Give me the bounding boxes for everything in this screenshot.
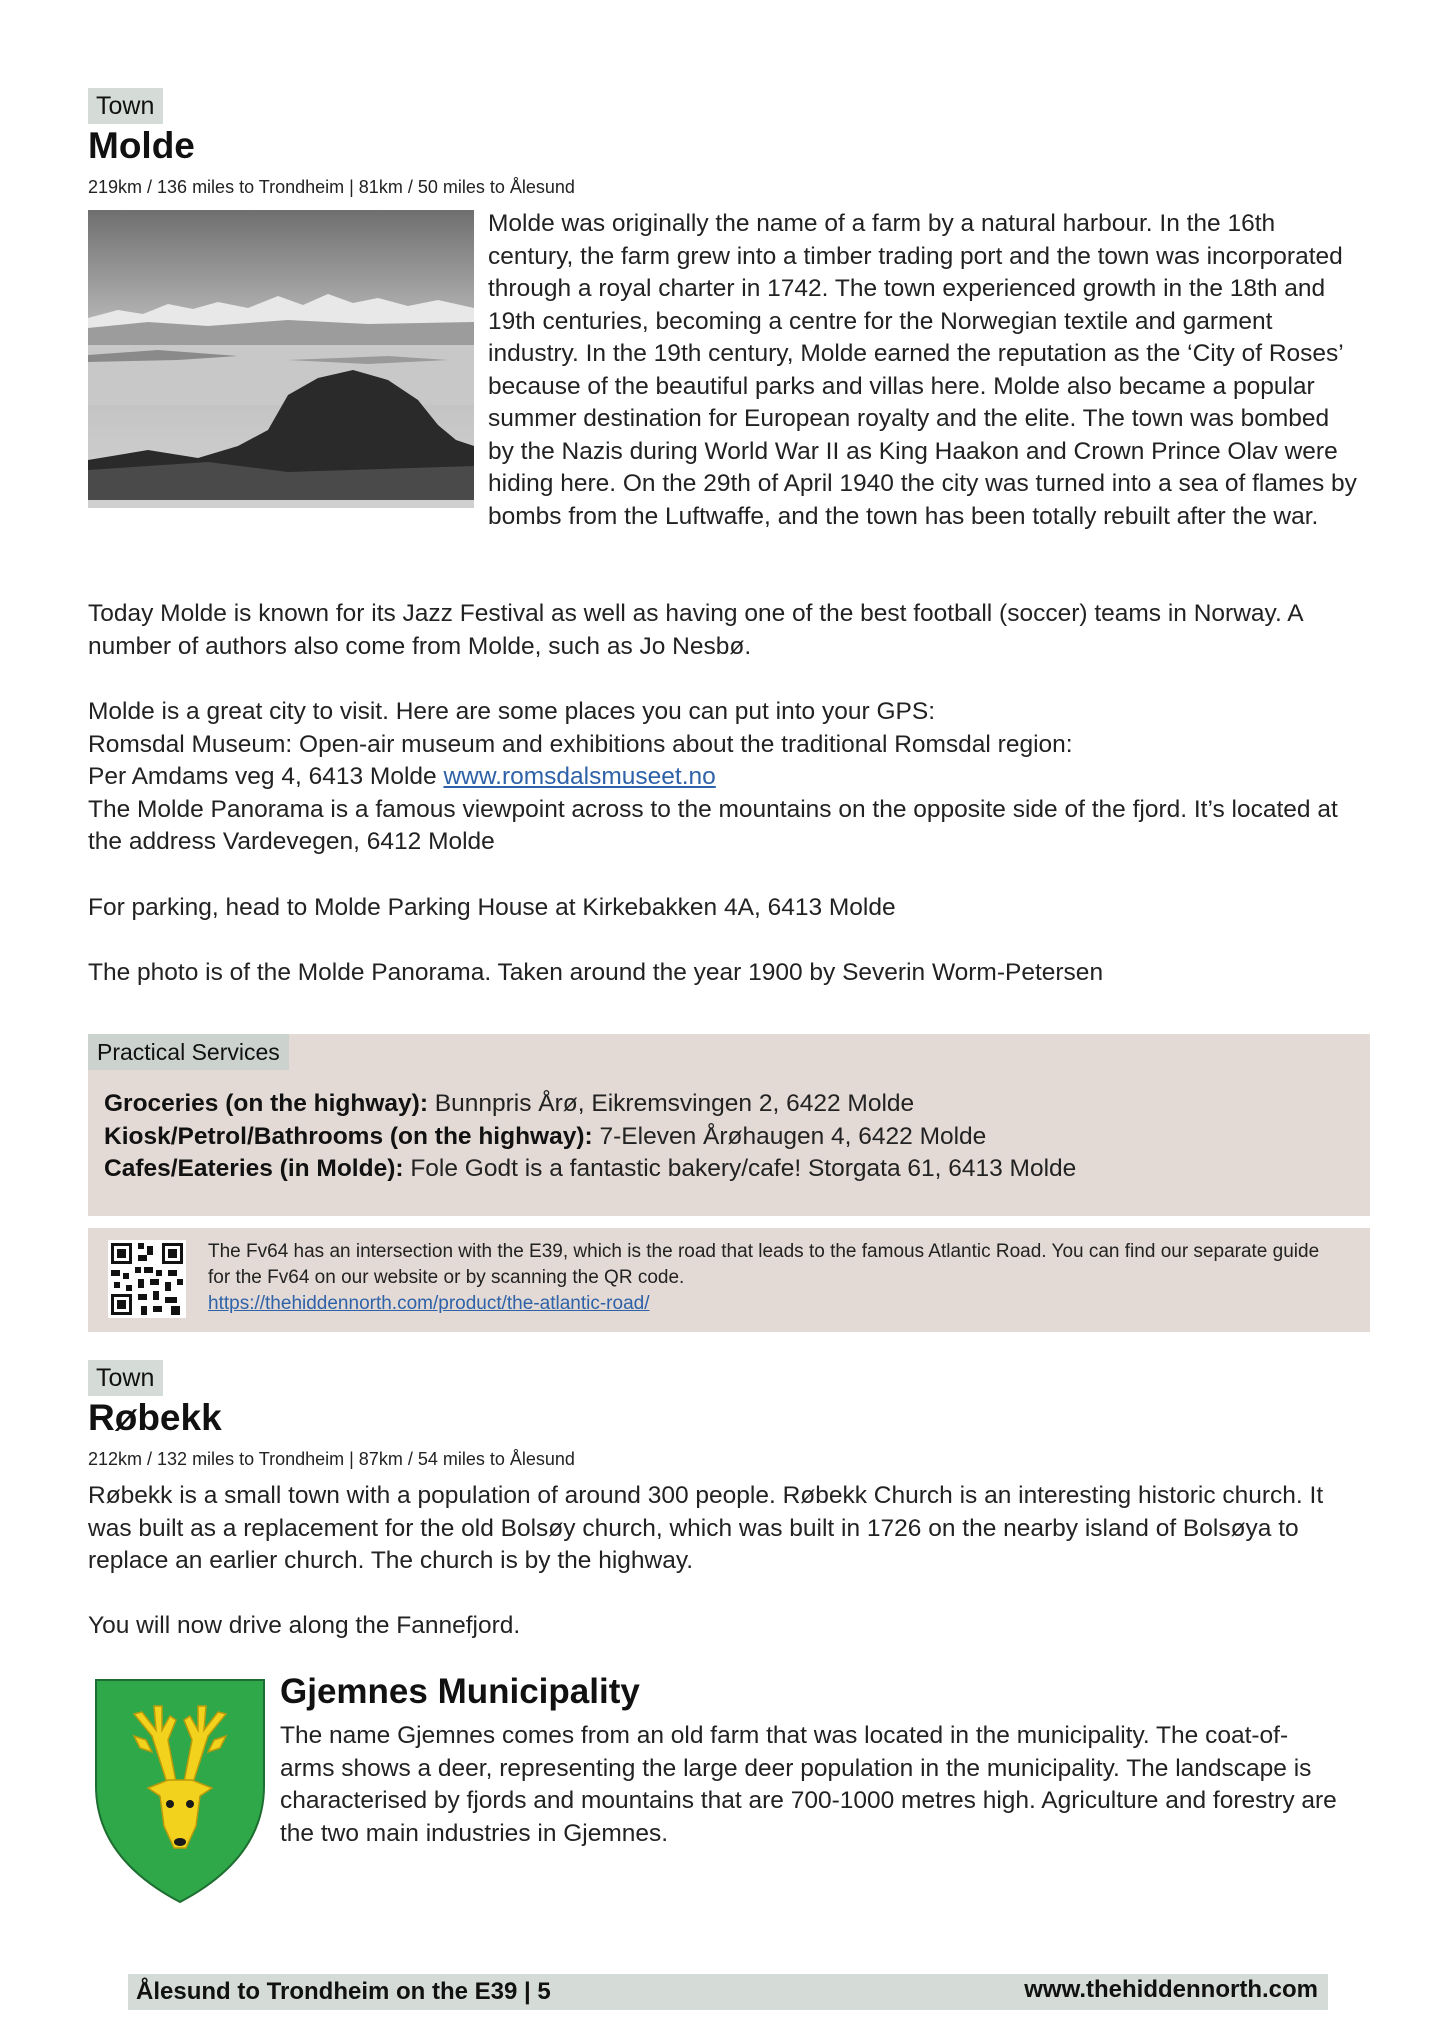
molde-places	[88, 696, 1358, 859]
molde-paragraph-1: Molde was originally the name of a farm by a natural harbour. In the 16th century, the farm grew into a timber trading port and the town was incorporated through a royal charter in 1742. The town experienced growth in the 18th and 19th centuries, becoming a centre for the Norwegian textile and garment industry. In the 19th century, Molde earned the reputation as the ‘City of Roses’ because of the beautiful parks and villas here. Molde also became a popular summer destination for European royalty and the elite. The town was bombed by the Nazis during World War II as King Haakon and Crown Prince Olav were hiding here. On the 29th of April 1940 the city was turned into a sea of flames by bombs from the Luftwaffe, and the town has been totally rebuilt after the war.	[488, 210, 1357, 530]
town-title-molde: Molde	[88, 125, 195, 166]
service-label: Cafes/Eateries (in Molde):	[104, 1155, 404, 1182]
footer-title: Ålesund to Trondheim on the E39 | 5	[136, 1978, 551, 2005]
molde-photo-credit: The photo is of the Molde Panorama. Taken around the year 1900 by Severin Worm-Petersen	[88, 959, 1104, 986]
molde-panorama-photo	[88, 210, 474, 508]
museum-website-link[interactable]: www.romsdalsmuseet.no	[443, 763, 716, 790]
atlantic-road-link[interactable]: https://thehiddennorth.com/product/the-atlantic-road/	[208, 1293, 650, 1314]
service-item-groceries	[104, 1088, 1076, 1121]
robekk-paragraph-2: You will now drive along the Fannefjord.	[88, 1612, 521, 1639]
service-label: Groceries (on the highway):	[104, 1090, 428, 1117]
practical-services-tag: Practical Services	[88, 1034, 289, 1070]
molde-parking: For parking, head to Molde Parking House at Kirkebakken 4A, 6413 Molde	[88, 894, 896, 921]
atlantic-road-description: The Fv64 has an intersection with the E39, which is the road that leads to the famous Atlantic Road. You can find our separate guide for the Fv64 on our website or by scanning the QR code.	[208, 1241, 1320, 1288]
molde-places-line-3	[88, 761, 1358, 794]
distance-robekk: 212km / 132 miles to Trondheim | 87km / 54 miles to Ålesund	[88, 1449, 575, 1469]
molde-places-line-2: Romsdal Museum: Open-air museum and exhibitions about the traditional Romsdal region:	[88, 730, 1073, 758]
footer-website-link[interactable]: www.thehiddennorth.com	[1024, 1976, 1318, 2003]
robekk-paragraph-1: Røbekk is a small town with a population of around 300 people. Røbekk Church is an interesting historic church. It was built as a replacement for the old Bolsøy church, which was built in 1726 on the nearby island of Bolsøya to replace an earlier church. The church is by the highway.	[88, 1482, 1324, 1574]
molde-places-line-1: Molde is a great city to visit. Here are some places you can put into your GPS:	[88, 698, 935, 725]
town-tag: Town	[88, 1360, 163, 1396]
gjemnes-text: The name Gjemnes comes from an old farm that was located in the municipality. The coat-of-arms shows a deer, representing the large deer population in the municipality. The landscape is characterised by fjords and mountains that are 700-1000 metres high. Agriculture and forestry are the two main industries in Gjemnes.	[280, 1722, 1337, 1847]
service-item-cafes	[104, 1153, 1076, 1186]
atlantic-road-text	[208, 1239, 1328, 1317]
qr-code-icon[interactable]	[108, 1240, 186, 1318]
service-value: Fole Godt is a fantastic bakery/cafe! Storgata 61, 6413 Molde	[403, 1155, 1077, 1182]
museum-address: Per Amdams veg 4, 6413 Molde	[88, 763, 444, 790]
distance-molde: 219km / 136 miles to Trondheim | 81km / 50 miles to Ålesund	[88, 177, 575, 197]
molde-intro	[88, 208, 1358, 533]
town-tag: Town	[88, 88, 163, 124]
service-item-kiosk	[104, 1121, 1076, 1154]
service-label: Kiosk/Petrol/Bathrooms (on the highway):	[104, 1122, 593, 1150]
atlantic-road-note	[88, 1228, 1370, 1332]
service-value: Bunnpris Årø, Eikremsvingen 2, 6422 Molde	[428, 1090, 915, 1117]
page-footer	[128, 1974, 1328, 2010]
service-value: 7-Eleven Årøhaugen 4, 6422 Molde	[592, 1122, 987, 1150]
town-title-robekk: Røbekk	[88, 1397, 222, 1438]
services-list	[104, 1088, 1076, 1186]
molde-places-line-4: The Molde Panorama is a famous viewpoint across to the mountains on the opposite side of the fjord. It’s located at the address Vardevegen, 6412 Molde	[88, 795, 1338, 855]
gjemnes-coat-of-arms	[90, 1676, 270, 1906]
practical-services-panel	[88, 1034, 1370, 1216]
gjemnes-title: Gjemnes Municipality	[280, 1672, 640, 1711]
molde-paragraph-2: Today Molde is known for its Jazz Festival as well as having one of the best football (soccer) teams in Norway. A number of authors also come from Molde, such as Jo Nesbø.	[88, 600, 1303, 660]
